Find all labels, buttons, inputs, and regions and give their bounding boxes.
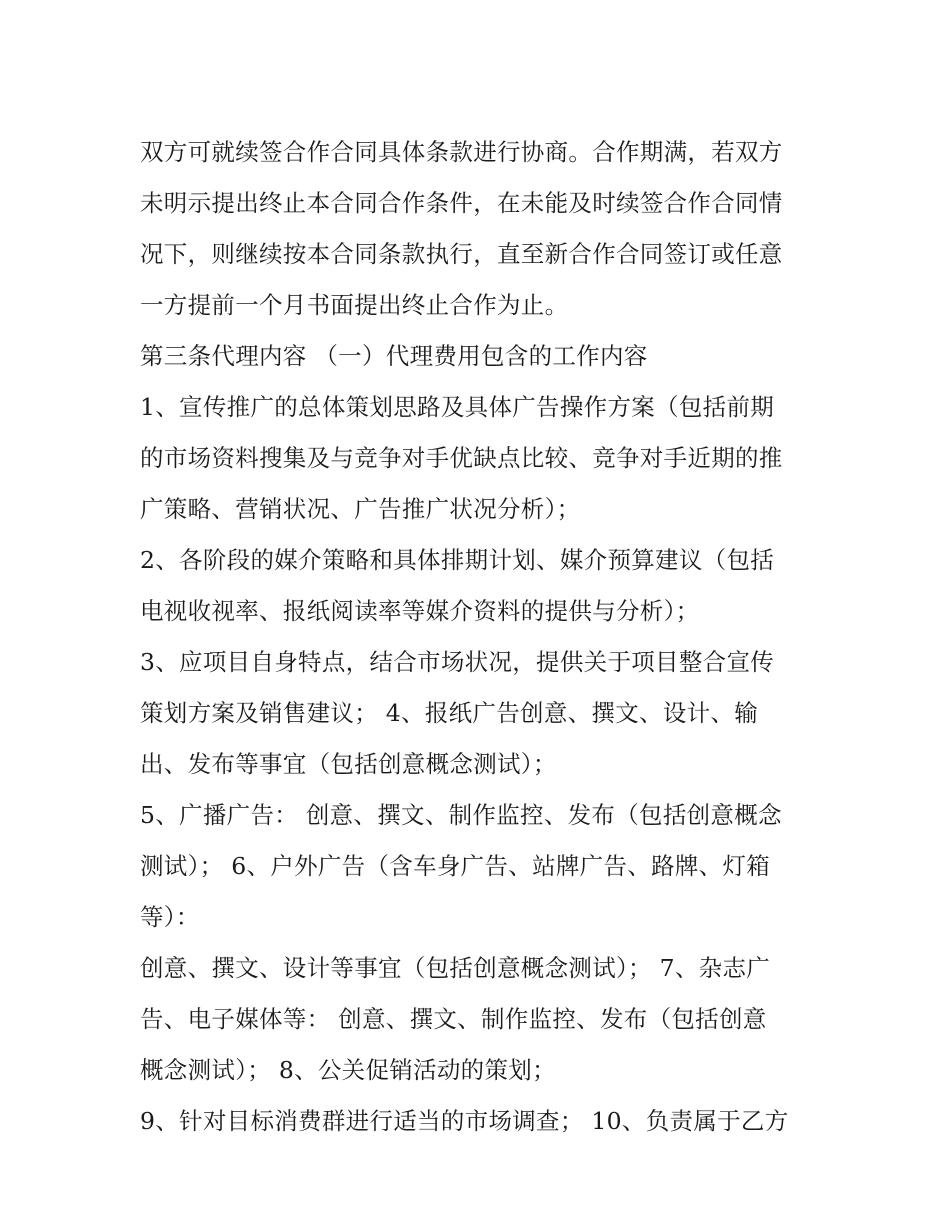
text-line: 1、宣传推广的总体策划思路及具体广告操作方案（包括前期 [140,393,775,421]
text-line: 未明示提出终止本合同合作条件，在未能及时续签合作合同情 [140,189,783,217]
text-line: 策划方案及销售建议； 4、报纸广告创意、撰文、设计、输 [140,699,759,727]
text-line: 告、电子媒体等： 创意、撰文、制作监控、发布（包括创意 [140,1005,767,1033]
text-line: 创意、撰文、设计等事宜（包括创意概念测试）； 7、杂志广 [140,954,771,982]
text-line: 等）： [140,903,200,931]
body-text [140,127,820,1147]
text-line: 一方提前一个月书面提出终止合作为止。 [140,291,569,319]
section-heading: 第三条代理内容 （一）代理费用包含的工作内容 [140,342,648,370]
text-line: 广策略、营销状况、广告推广状况分析）； [140,495,581,523]
text-line: 2、各阶段的媒介策略和具体排期计划、媒介预算建议（包括 [140,546,775,574]
text-line: 5、广播广告： 创意、撰文、制作监控、发布（包括创意概念 [140,801,782,829]
text-line: 测试）； 6、户外广告（含车身广告、站牌广告、路牌、灯箱 [140,852,771,880]
text-line: 出、发布等事宜（包括创意概念测试）； [140,750,557,778]
text-line: 9、针对目标消费群进行适当的市场调查； 10、负责属于乙方 [140,1107,789,1135]
text-line: 电视收视率、报纸阅读率等媒介资料的提供与分析）； [140,597,700,625]
text-line: 的市场资料搜集及与竞争对手优缺点比较、竞争对手近期的推 [140,444,783,472]
text-line: 概念测试）； 8、公关促销活动的策划； [140,1056,556,1084]
text-line: 3、应项目自身特点，结合市场状况，提供关于项目整合宣传 [140,648,775,676]
text-line: 双方可就续签合作合同具体条款进行协商。合作期满，若双方 [140,138,783,166]
text-line: 况下，则继续按本合同条款执行，直至新合作合同签订或任意 [140,240,783,268]
